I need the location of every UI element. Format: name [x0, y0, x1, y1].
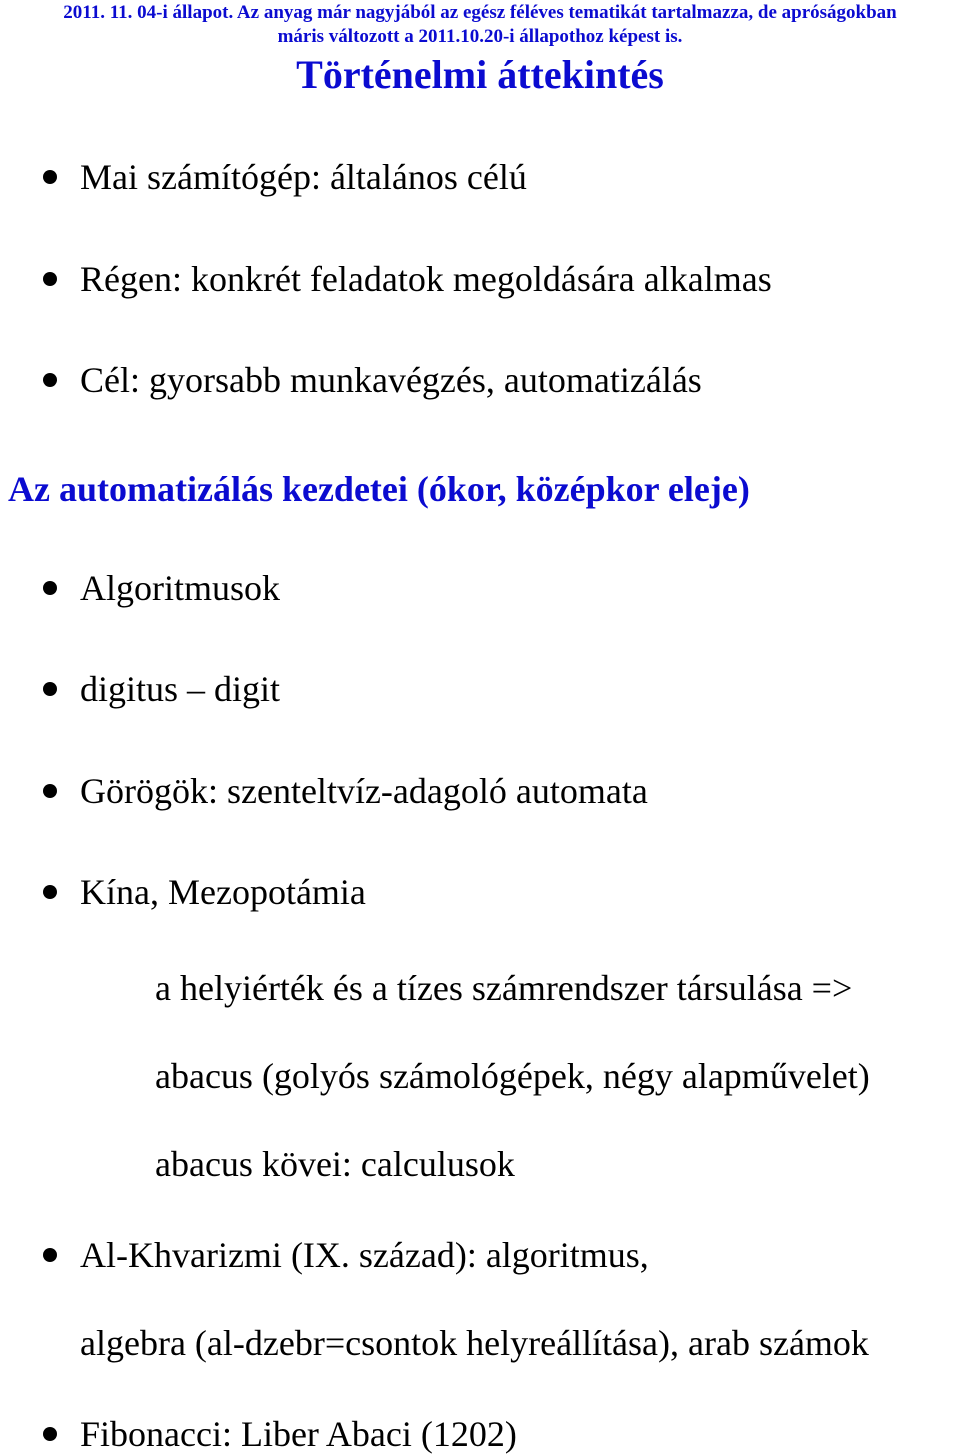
list-item-al-khvarizmi [80, 1234, 649, 1276]
section-heading: Az automatizálás kezdetei (ókor, középkor eleje) [8, 469, 750, 509]
bullet-icon [43, 373, 57, 387]
list-item-digitus [80, 668, 280, 710]
list-item-label: digitus – digit [80, 669, 281, 709]
list-item-label: Kína, Mezopotámia [80, 872, 366, 912]
bullet-icon [43, 682, 57, 696]
page-title: Történelmi áttekintés [296, 52, 664, 97]
bullet-icon [43, 272, 57, 286]
bullet-icon [43, 1427, 57, 1441]
sub-line-helyiertek: a helyiérték és a tízes számrendszer társulása => [155, 968, 853, 1008]
bullet-icon [43, 1248, 57, 1262]
list-item-gorogok [80, 770, 648, 812]
list-item-cel [80, 359, 702, 401]
list-item-label: Fibonacci: Liber Abaci (1202) [80, 1414, 517, 1454]
list-item-label: Régen: konkrét feladatok megoldására alkalmas [80, 259, 772, 299]
continuation-line-algebra: algebra (al-dzebr=csontok helyreállítása), arab számok [80, 1323, 869, 1363]
status-notice-line-1: 2011. 11. 04-i állapot. Az anyag már nagyjából az egész féléves tematikát tartalmazza, de apróságokban [63, 2, 897, 23]
bullet-icon [43, 170, 57, 184]
list-item-algoritmusok [80, 567, 280, 609]
list-item-label: Al-Khvarizmi (IX. század): algoritmus, [80, 1235, 649, 1275]
list-item-regen [80, 258, 772, 300]
sub-line-abacus: abacus (golyós számológépek, négy alapművelet) [155, 1056, 870, 1096]
list-item-kina [80, 871, 366, 913]
list-item-label: Görögök: szenteltvíz-adagoló automata [80, 771, 648, 811]
status-notice-line-2: máris változott a 2011.10.20-i állapothoz képest is. [277, 26, 683, 47]
list-item-mai-szamitogep [80, 156, 527, 198]
list-item-label: Cél: gyorsabb munkavégzés, automatizálás [80, 360, 702, 400]
sub-line-abacus-kovei: abacus kövei: calculusok [155, 1144, 515, 1184]
bullet-icon [43, 784, 57, 798]
bullet-icon [43, 885, 57, 899]
list-item-label: Algoritmusok [80, 568, 281, 608]
bullet-icon [43, 581, 57, 595]
list-item-label: Mai számítógép: általános célú [80, 157, 527, 197]
list-item-fibonacci [80, 1413, 517, 1455]
